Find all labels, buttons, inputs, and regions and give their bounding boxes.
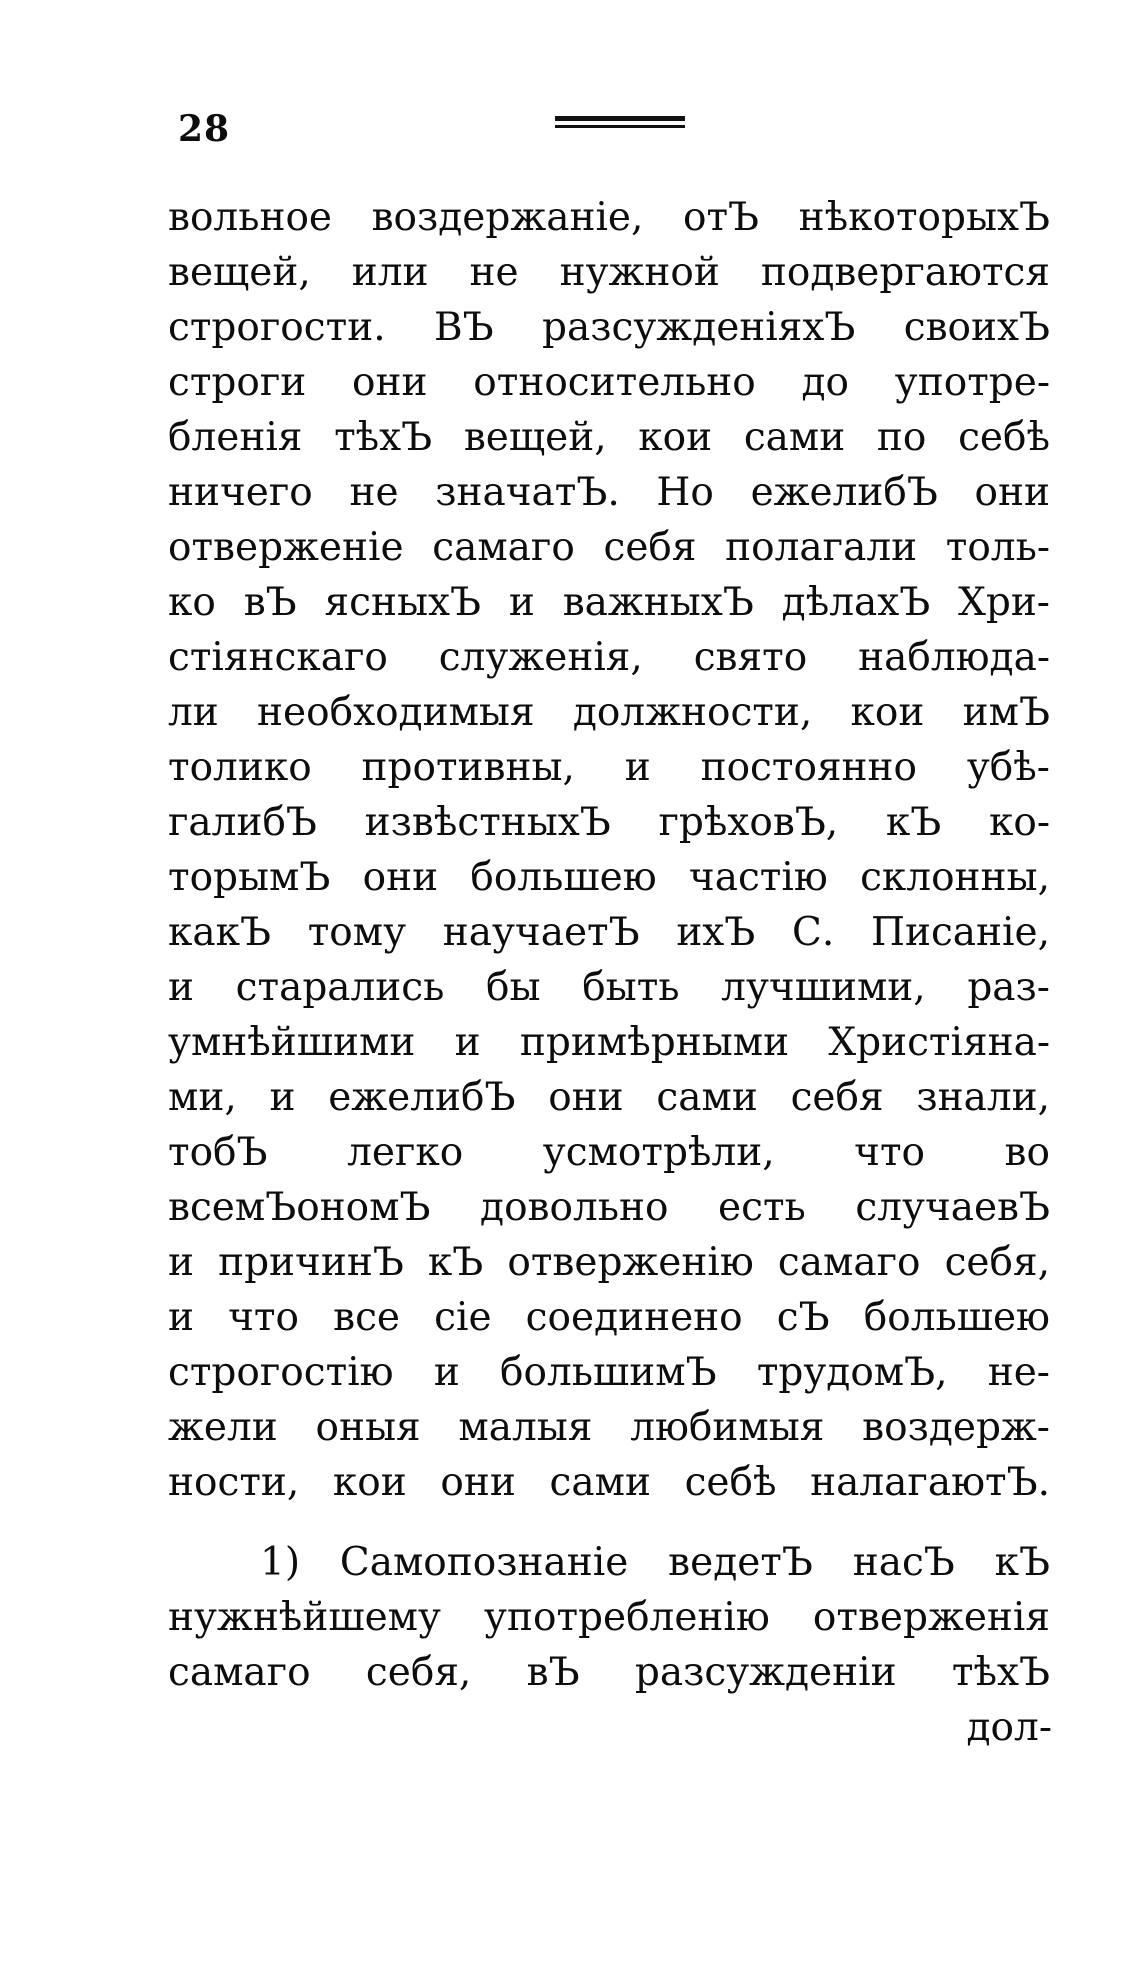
- text-line: строгостію и большимЪ трудомЪ, не-: [168, 1350, 1050, 1395]
- text-line: отверженіе самаго себя полагали толь-: [168, 525, 1050, 570]
- text-line: всемЪономЪ довольно есть случаевЪ: [168, 1185, 1050, 1230]
- text-line: умнѣйшими и примѣрными Христіяна-: [168, 1020, 1050, 1065]
- text-line: строгости. ВЪ разсужденіяхЪ своихЪ: [168, 305, 1050, 350]
- text-line: и причинЪ кЪ отверженію самаго себя,: [168, 1240, 1050, 1285]
- text-line: бленія тѣхЪ вещей, кои сами по себѣ: [168, 415, 1050, 460]
- page-number: 28: [178, 108, 231, 150]
- text-line: жели оныя малыя любимыя воздерж-: [168, 1405, 1050, 1450]
- text-line: ли необходимыя должности, кои имЪ: [168, 690, 1050, 735]
- text-line: вольное воздержаніе, отЪ нѣкоторыхЪ: [168, 195, 1050, 240]
- header-rule-thin: [555, 125, 685, 128]
- text-line: какЪ тому научаетЪ ихЪ С. Писаніе,: [168, 910, 1050, 955]
- text-line: ко вЪ ясныхЪ и важныхЪ дѣлахЪ Хри-: [168, 580, 1050, 625]
- catchword: дол-: [966, 1705, 1052, 1750]
- header-rule-thick: [555, 116, 685, 121]
- text-line: толико противны, и постоянно убѣ-: [168, 745, 1050, 790]
- text-line: ми, и ежелибЪ они сами себя знали,: [168, 1075, 1050, 1120]
- text-line: и старались бы быть лучшими, раз-: [168, 965, 1050, 1010]
- text-line: галибЪ извѣстныхЪ грѣховЪ, кЪ ко-: [168, 800, 1050, 845]
- text-line: стіянскаго служенія, свято наблюда-: [168, 635, 1050, 680]
- text-line: 1) Самопознаніе ведетЪ насЪ кЪ: [260, 1540, 1050, 1585]
- text-line: строги они относительно до употре-: [168, 360, 1050, 405]
- text-line: ничего не значатЪ. Но ежелибЪ они: [168, 470, 1050, 515]
- text-line: нужнѣйшему употребленію отверженія: [168, 1595, 1050, 1640]
- text-line: торымЪ они большею частію склонны,: [168, 855, 1050, 900]
- paragraph-1: [168, 190, 1050, 1510]
- text-line-last: ности, кои они сами себѣ налагаютЪ.: [168, 1460, 1050, 1505]
- text-line: и что все сіе соединено сЪ большею: [168, 1295, 1050, 1340]
- text-line: тобЪ легко усмотрѣли, что во: [168, 1130, 1050, 1175]
- paragraph-2: [168, 1535, 1050, 1700]
- text-line: вещей, или не нужной подвергаются: [168, 250, 1050, 295]
- text-line: самаго себя, вЪ разсужденіи тѣхЪ: [168, 1650, 1050, 1695]
